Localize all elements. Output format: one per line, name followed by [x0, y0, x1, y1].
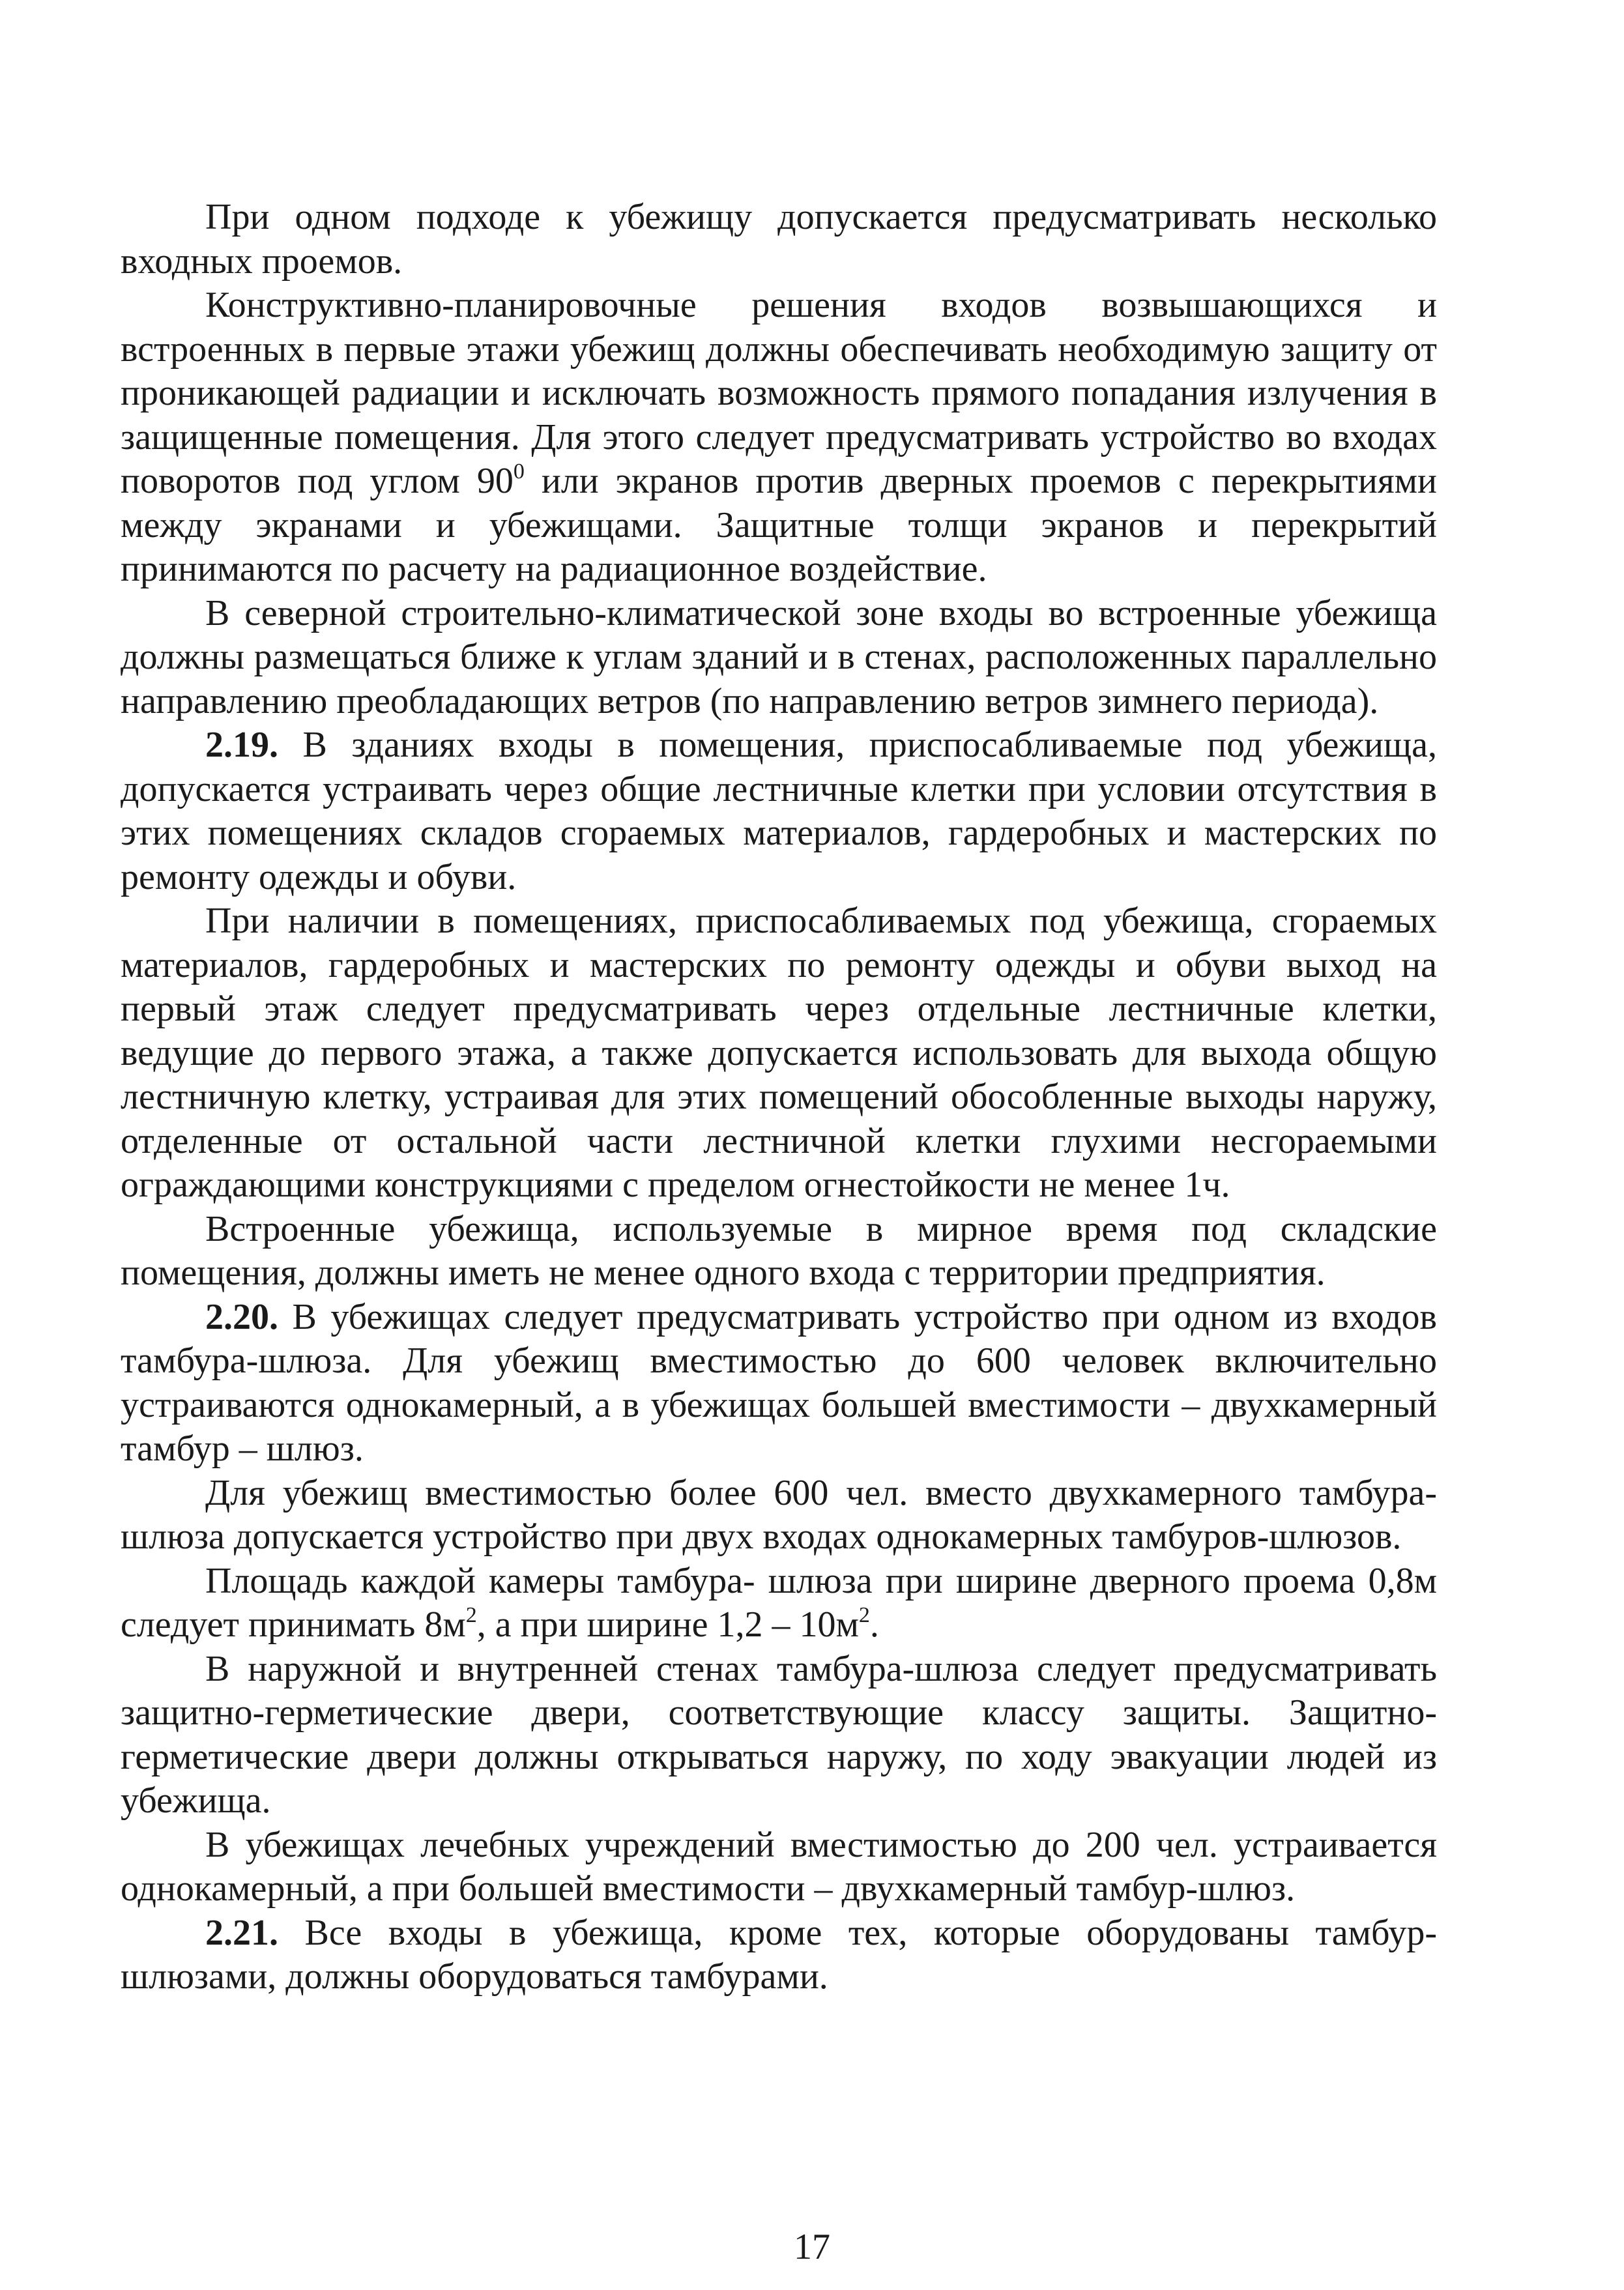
paragraph-text: В убежищах следует предусматривать устройство при одном из входов тамбура-шлюза. Для убежищ вместимостью до 600 человек включительно устраиваются однокамерный, а в убежищах большей вместимости – двухкамерный тамбур – шлюз.	[121, 1296, 1437, 1469]
paragraph-medical-shelters	[121, 1823, 1437, 1911]
paragraph-2-21	[121, 1911, 1437, 1999]
paragraph-text: При одном подходе к убежищу допускается предусматривать несколько входных проемов.	[121, 197, 1437, 282]
paragraph-chamber-area	[121, 1559, 1437, 1647]
paragraph-combustible-materials	[121, 899, 1437, 1208]
paragraph-text: Все входы в убежища, кроме тех, которые оборудованы тамбур-шлюзами, должны оборудоваться тамбурами.	[121, 1912, 1438, 1997]
square-superscript: 2	[858, 1603, 870, 1627]
paragraph-text-continued: или экранов против дверных проемов с перекрытиями между экранами и убежищами. Защитные толщи экранов и перекрытий принимаются по расчету на радиационное воздействие.	[121, 461, 1437, 589]
paragraph-text: Встроенные убежища, используемые в мирное время под складские помещения, должны иметь не менее одного входа с территории предприятия.	[121, 1208, 1437, 1293]
paragraph-2-20	[121, 1296, 1437, 1471]
paragraph-text: Площадь каждой камеры тамбура- шлюза при ширине дверного проема 0,8м следует принимать 8м	[121, 1560, 1437, 1645]
page-number: 17	[794, 2227, 830, 2267]
paragraph-entrance-openings	[121, 196, 1437, 283]
paragraph-2-19	[121, 723, 1437, 899]
paragraph-text: В убежищах лечебных учреждений вместимостью до 200 чел. устраивается однокамерный, а при большей вместимости – двухкамерный тамбур-шлюз.	[121, 1824, 1437, 1909]
paragraph-text: Конструктивно-планировочные решения входов возвышающихся и встроенных в первые этажи убежищ должны обеспечивать необходимую защиту от проникающей радиации и исключать возможность прямого попадания излучения в защищенные помещения. Для этого следует предусматривать устройство во входах поворотов под углом 90	[121, 285, 1437, 501]
clause-number: 2.21.	[205, 1912, 278, 1953]
paragraph-text-end: .	[869, 1604, 879, 1645]
document-body	[121, 196, 1437, 1999]
paragraph-northern-zone	[121, 592, 1437, 724]
clause-number: 2.19.	[205, 725, 278, 765]
degree-superscript: 0	[513, 459, 525, 484]
paragraph-radiation-protection	[121, 283, 1437, 592]
paragraph-text: При наличии в помещениях, приспосабливаемых под убежища, сгораемых материалов, гардеробных и мастерских по ремонту одежды и обуви выход на первый этаж следует предусматривать через отдельные лестничные клетки, ведущие до первого этажа, а также допускается использовать для выхода общую лестничную клетку, устраивая для этих помещений обособленные выходы наружу, отделенные от остальной части лестничной клетки глухими несгораемыми ограждающими конструкциями с пределом огнестойкости не менее 1ч.	[121, 901, 1437, 1205]
paragraph-over-600	[121, 1471, 1437, 1559]
square-superscript: 2	[465, 1603, 477, 1627]
paragraph-text: Для убежищ вместимостью более 600 чел. вместо двухкамерного тамбура-шлюза допускается устройство при двух входах однокамерных тамбуров-шлюзов.	[121, 1472, 1437, 1557]
paragraph-hermetic-doors	[121, 1647, 1437, 1823]
paragraph-warehouse-shelters	[121, 1208, 1437, 1296]
paragraph-text: В северной строительно-климатической зоне входы во встроенные убежища должны размещаться ближе к углам зданий и в стенах, расположенных параллельно направлению преобладающих ветров (по направлению ветров зимнего периода).	[121, 592, 1437, 721]
paragraph-text: В наружной и внутренней стенах тамбура-шлюза следует предусматривать защитно-герметические двери, соответствующие классу защиты. Защитно-герметические двери должны открываться наружу, по ходу эвакуации людей из убежища.	[121, 1648, 1437, 1821]
paragraph-text-continued: , а при ширине 1,2 – 10м	[476, 1604, 859, 1645]
paragraph-text: В зданиях входы в помещения, приспосабливаемые под убежища, допускается устраивать через общие лестничные клетки при условии отсутствия в этих помещениях складов сгораемых материалов, гардеробных и мастерских по ремонту одежды и обуви.	[121, 725, 1437, 897]
clause-number: 2.20.	[205, 1296, 278, 1337]
